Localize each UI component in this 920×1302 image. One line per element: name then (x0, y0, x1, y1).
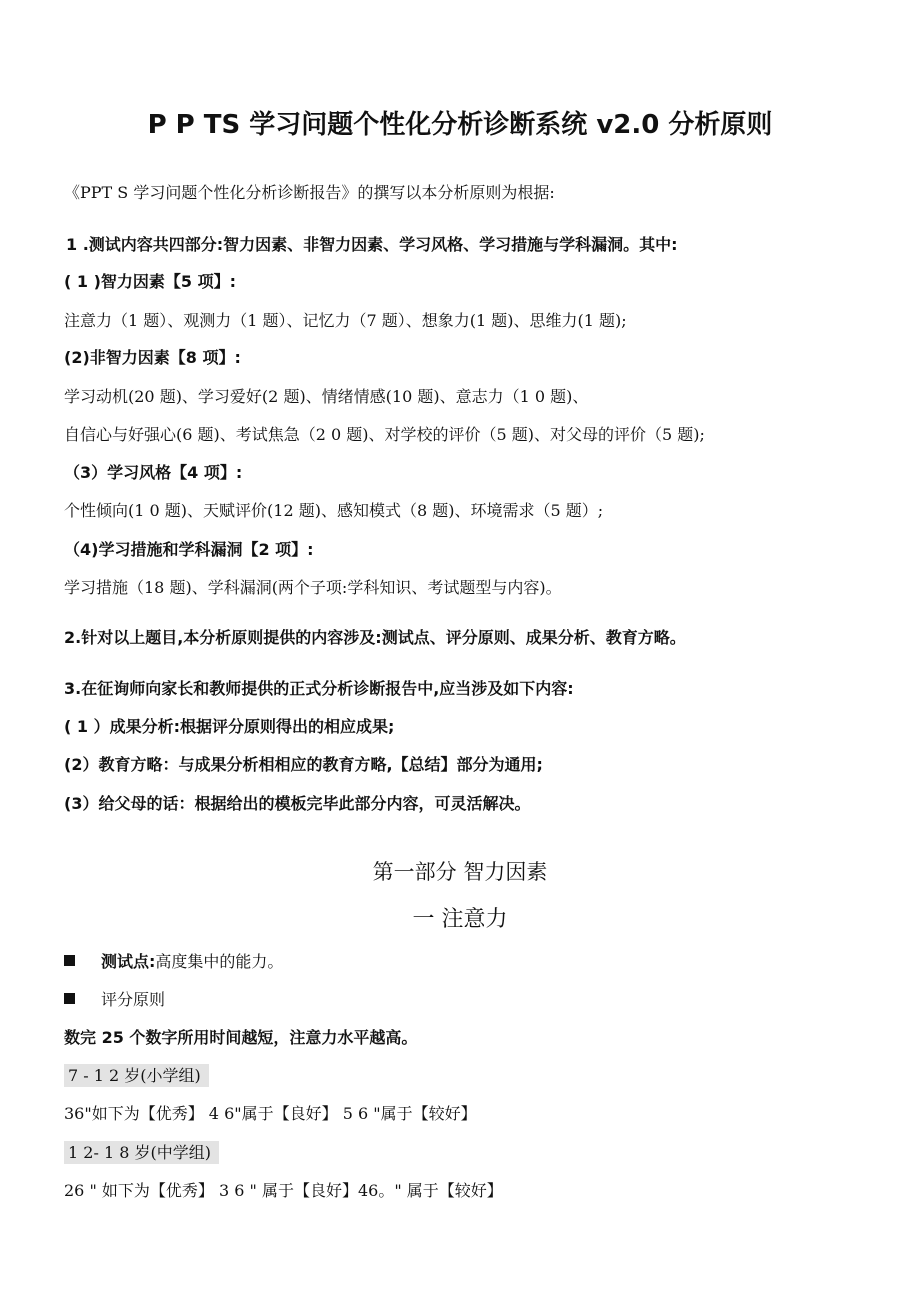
group2-line (64, 1142, 219, 1164)
part-heading: 第一部分 智力因素 (372, 860, 548, 884)
item-1: 1 .测试内容共四部分:智力因素、非智力因素、学习风格、学习措施与学科漏洞。其中: (66, 235, 678, 254)
group2-label: 1 2- 1 8 岁(中学组) (64, 1141, 219, 1164)
item-3-3: (3）给父母的话：根据给出的模板完毕此部分内容，可灵活解决。 (64, 794, 531, 813)
sub4-body: 学习措施（18 题)、学科漏洞(两个子项:学科知识、考试题型与内容)。 (64, 578, 562, 597)
scoring-rule: 数完 25 个数字所用时间越短，注意力水平越高。 (64, 1028, 418, 1047)
group1-scores: 36"如下为【优秀】 4 6"属于【良好】 5 6 "属于【较好】 (64, 1104, 477, 1123)
item-3-1: ( 1 ）成果分析:根据评分原则得出的相应成果; (64, 717, 395, 736)
sub4-heading: （4)学习措施和学科漏洞【2 项】: (64, 540, 314, 559)
sub2-heading: (2)非智力因素【8 项】: (64, 348, 241, 367)
item-3: 3.在征询师向家长和教师提供的正式分析诊断报告中,应当涉及如下内容: (64, 679, 574, 698)
test-point-line (64, 951, 283, 973)
section-heading: 一 注意力 (412, 907, 508, 932)
group1-label: 7 - 1 2 岁(小学组) (64, 1064, 209, 1087)
sub2-body-line1: 学习动机(20 题)、学习爱好(2 题)、情绪情感(10 题)、意志力（1 0 题)、 (64, 387, 589, 406)
item-3-2: (2）教育方略：与成果分析相相应的教育方略,【总结】部分为通用; (64, 755, 543, 774)
sub2-body-line2: 自信心与好强心(6 题)、考试焦急（2 0 题)、对学校的评价（5 题)、对父母的评价（5 题); (64, 425, 705, 444)
document-title: P P TS 学习问题个性化分析诊断系统 v2.0 分析原则 (147, 110, 773, 140)
sub3-body: 个性倾向(1 0 题)、天赋评价(12 题)、感知模式（8 题)、环境需求（5 题）; (64, 501, 604, 520)
scoring-label: 评分原则 (101, 990, 166, 1009)
sub3-heading: （3）学习风格【4 项】: (64, 463, 243, 482)
sub1-body: 注意力（1 题）、观测力（1 题）、记忆力（7 题）、想象力(1 题)、思维力(1 题); (64, 311, 627, 330)
intro-paragraph: 《PPT S 学习问题个性化分析诊断报告》的撰写以本分析原则为根据: (64, 183, 555, 202)
scoring-line (64, 989, 165, 1011)
item-2: 2.针对以上题目,本分析原则提供的内容涉及:测试点、评分原则、成果分析、教育方略。 (64, 628, 686, 647)
sub1-heading: ( 1 )智力因素【5 项】: (64, 272, 237, 291)
test-point-label: 测试点: (101, 952, 156, 971)
group1-line (64, 1065, 209, 1087)
square-bullet-icon (64, 993, 75, 1004)
group2-scores: 26 " 如下为【优秀】 3 6 " 属于【良好】46。" 属于【较好】 (64, 1181, 503, 1200)
test-point-text: 高度集中的能力。 (155, 952, 284, 971)
square-bullet-icon (64, 955, 75, 966)
